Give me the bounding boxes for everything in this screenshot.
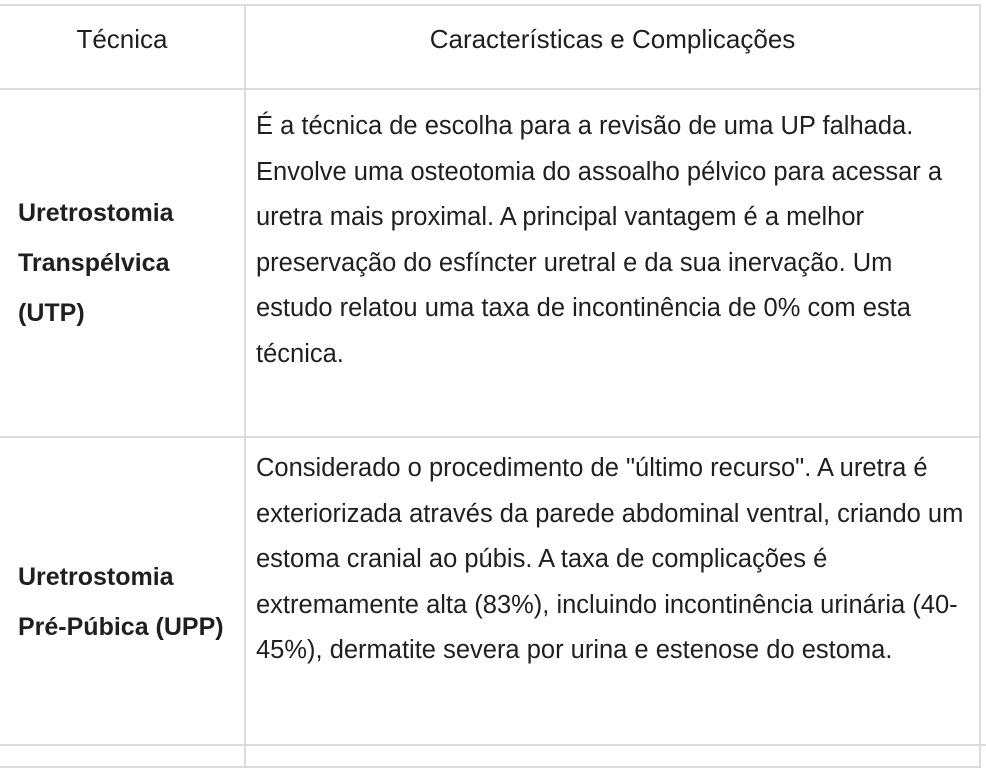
table-header-row: [0, 5, 980, 89]
technique-description: É a técnica de escolha para a revisão de uma UP falhada. Envolve uma osteotomia do assoalho pélvico para acessar a uretra mais proximal. A principal vantagem é a melhor preservação do esfíncter uretral e da sua inervação. Um estudo relatou uma taxa de incontinência de 0% com esta técnica.: [245, 89, 980, 437]
header-characteristics: Características e Complicações: [245, 5, 980, 89]
technique-name: Uretrostomia Transpélvica (UTP): [0, 89, 245, 437]
header-technique: Técnica: [0, 5, 245, 89]
table-row: [0, 89, 980, 437]
technique-name: Uretrostomia Pré-Púbica (UPP): [0, 437, 245, 767]
table-bottom-divider: [0, 744, 986, 746]
table-row: [0, 437, 980, 767]
technique-description: Considerado o procedimento de "último recurso". A uretra é exteriorizada através da parede abdominal ventral, criando um estoma cranial ao púbis. A taxa de complicações é extremamente alta (83%), incluindo incontinência urinária (40-45%), dermatite severa por urina e estenose do estoma.: [245, 437, 980, 767]
techniques-table: [0, 4, 981, 768]
